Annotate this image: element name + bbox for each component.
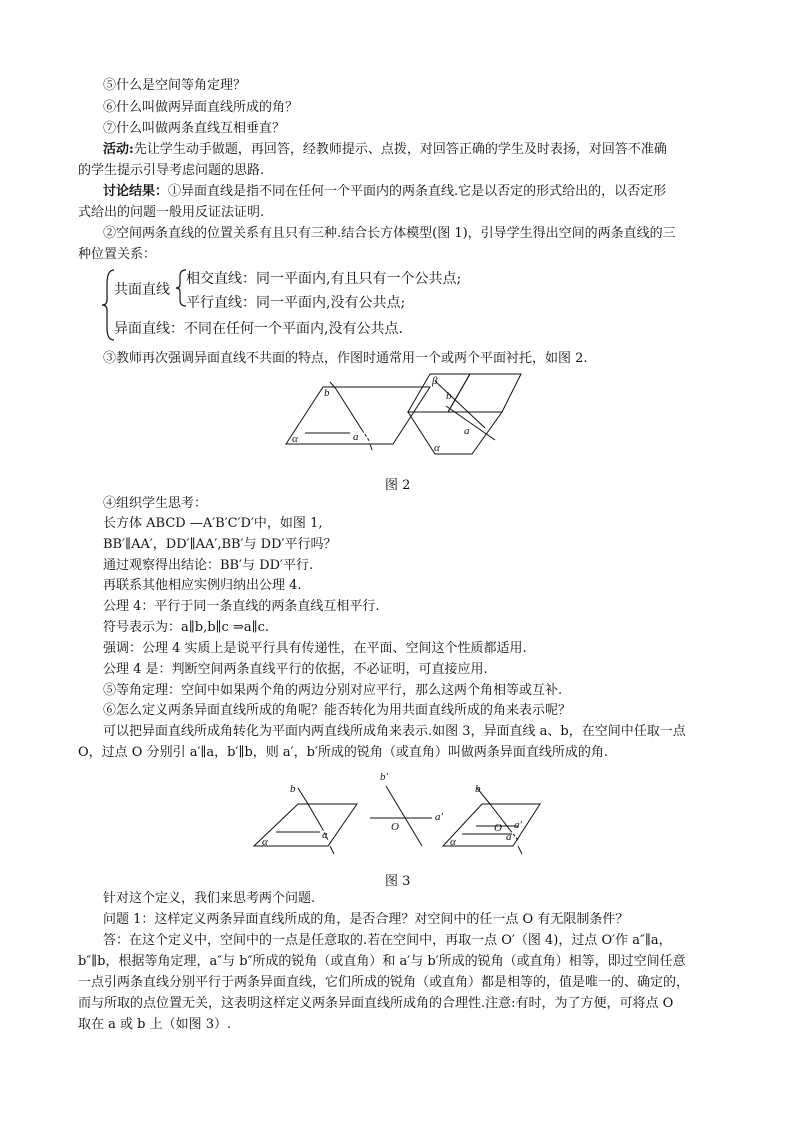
bottom-line-2: 问题 1：这样定义两条异面直线所成的角，是否合理？对空间中的任一点 O 有无限制条件？ xyxy=(103,912,629,927)
bottom-line-3: 答：在这个定义中，空间中的一点是任意取的.若在空间中，再取一点 O′（图 4)，过点 O′作 a″∥a， xyxy=(103,933,672,948)
fig3-right-label-alpha: α xyxy=(450,836,456,848)
figure-2 xyxy=(280,372,530,462)
fig3-right-label-b: b xyxy=(475,783,481,795)
middle-line-3: BB′∥AA′，DD′∥AA′,BB′与 DD′平行吗？ xyxy=(103,537,337,552)
figure-3 xyxy=(250,766,550,858)
fig2-label-alpha2: α xyxy=(434,442,440,454)
question-7: ⑦什么叫做两条直线互相垂直？ xyxy=(103,121,286,136)
intersecting-lines: 相交直线：同一平面内,有且只有一个公共点; xyxy=(186,271,462,287)
bottom-line-5: 一点引两条直线分别平行于两条异面直线，它们所成的锐角（或直角）都是相等的，值是唯一的、确定的， xyxy=(78,975,690,990)
parallel-lines: 平行直线：同一平面内,没有公共点; xyxy=(186,295,406,311)
skew-lines: 异面直线：不同在任何一个平面内,没有公共点. xyxy=(114,321,403,337)
activity-label: 活动: xyxy=(103,142,134,157)
figure-3-caption: 图 3 xyxy=(385,874,411,889)
discussion-p2-line1: ②空间两条直线的位置关系有且只有三种.结合长方体模型(图 1)，引导学生得出空间的两条直线的三 xyxy=(103,226,676,241)
middle-line-11: ⑥怎么定义两条异面直线所成的角呢？能否转化为用共面直线所成的角来表示呢？ xyxy=(103,703,572,718)
activity-paragraph-line1 xyxy=(103,141,667,159)
fig2-label-a2: a xyxy=(464,425,470,437)
fig3-right-label-a: a xyxy=(506,831,512,843)
paragraph-3: ③教师再次强调异面直线不共面的特点，作图时通常用一个或两个平面衬托，如图 2. xyxy=(103,351,588,366)
middle-line-6: 公理 4：平行于同一条直线的两条直线互相平行. xyxy=(103,599,380,614)
fig2-label-alpha: α xyxy=(292,433,298,445)
middle-line-10: ⑤等角定理：空间中如果两个角的两边分别对应平行，那么这两个角相等或互补. xyxy=(103,683,563,698)
discussion-text1: ①异面直线是指不同在任何一个平面内的两条直线.它是以否定的形式给出的，以否定形 xyxy=(168,184,667,199)
fig3-right-label-aprime: a′ xyxy=(514,819,522,831)
coplanar-label: 共面直线 xyxy=(114,282,170,298)
fig3-right-label-O: O xyxy=(494,822,502,834)
discussion-p2-line2: 种位置关系： xyxy=(78,247,157,262)
middle-line-4: 通过观察得出结论：BB′与 DD′平行. xyxy=(103,558,314,573)
bottom-line-6: 而与所取的点位置无关，这表明这样定义两条异面直线所成角的合理性.注意:有时，为了方便，可将点 O xyxy=(78,996,674,1011)
bottom-line-4: b″∥b，根据等角定理，a″与 b″所成的锐角（或直角）和 a′与 b′所成的锐角（或直角）相等，即过空间任意 xyxy=(78,954,686,969)
fig2-label-b2: b xyxy=(446,390,452,402)
fig2-label-b: b xyxy=(324,387,330,399)
fig3-label-bprime: b′ xyxy=(380,771,388,783)
fig2-label-beta: β xyxy=(432,375,438,387)
discussion-label: 讨论结果： xyxy=(103,184,169,199)
fig2-label-a: a xyxy=(353,431,359,443)
middle-line-5: 再联系其他相应实例归纳出公理 4. xyxy=(103,578,302,593)
activity-paragraph-line2: 的学生提示引导考虑问题的思路. xyxy=(78,163,265,178)
fig3-left-label-alpha: α xyxy=(262,836,268,848)
question-5: ⑤什么是空间等角定理？ xyxy=(103,78,247,93)
activity-text1: 先让学生动手做题，再回答，经教师提示、点拨，对回答正确的学生及时表扬，对回答不准确 xyxy=(133,142,667,157)
discussion-line1 xyxy=(103,183,666,201)
fig3-label-O: O xyxy=(391,821,399,833)
middle-line-8: 强调：公理 4 实质上是说平行具有传递性，在平面、空间这个性质都适用. xyxy=(103,641,527,656)
define-line-1: 可以把异面直线所成角转化为平面内两直线所成角来表示.如图 3，异面直线 a、b，在空间中任取一点 xyxy=(103,724,686,739)
fig3-label-aprime: a′ xyxy=(435,811,443,823)
fig3-left-label-b: b xyxy=(290,783,296,795)
question-6: ⑥什么叫做两异面直线所成的角？ xyxy=(103,100,299,115)
middle-line-1: ④组织学生思考： xyxy=(103,496,208,511)
bottom-line-1: 针对这个定义，我们来思考两个问题. xyxy=(103,891,316,906)
middle-line-2: 长方体 ABCD —A′B′C′D′中，如图 1, xyxy=(103,516,323,531)
middle-line-7: 符号表示为：a∥b,b∥c ⇒a∥c. xyxy=(103,620,270,635)
middle-line-9: 公理 4 是：判断空间两条直线平行的依据，不必证明，可直接应用. xyxy=(103,662,488,677)
fig3-left-label-a: a xyxy=(322,829,328,841)
bottom-line-7: 取在 a 或 b 上（如图 3）. xyxy=(78,1017,232,1032)
define-line-2: O，过点 O 分别引 a′∥a，b′∥b，则 a′，b′所成的锐角（或直角）叫做两条异面直线所成的角. xyxy=(78,745,609,760)
discussion-line2: 式给出的问题一般用反证法证明. xyxy=(78,205,265,220)
figure-2-caption: 图 2 xyxy=(385,478,411,493)
